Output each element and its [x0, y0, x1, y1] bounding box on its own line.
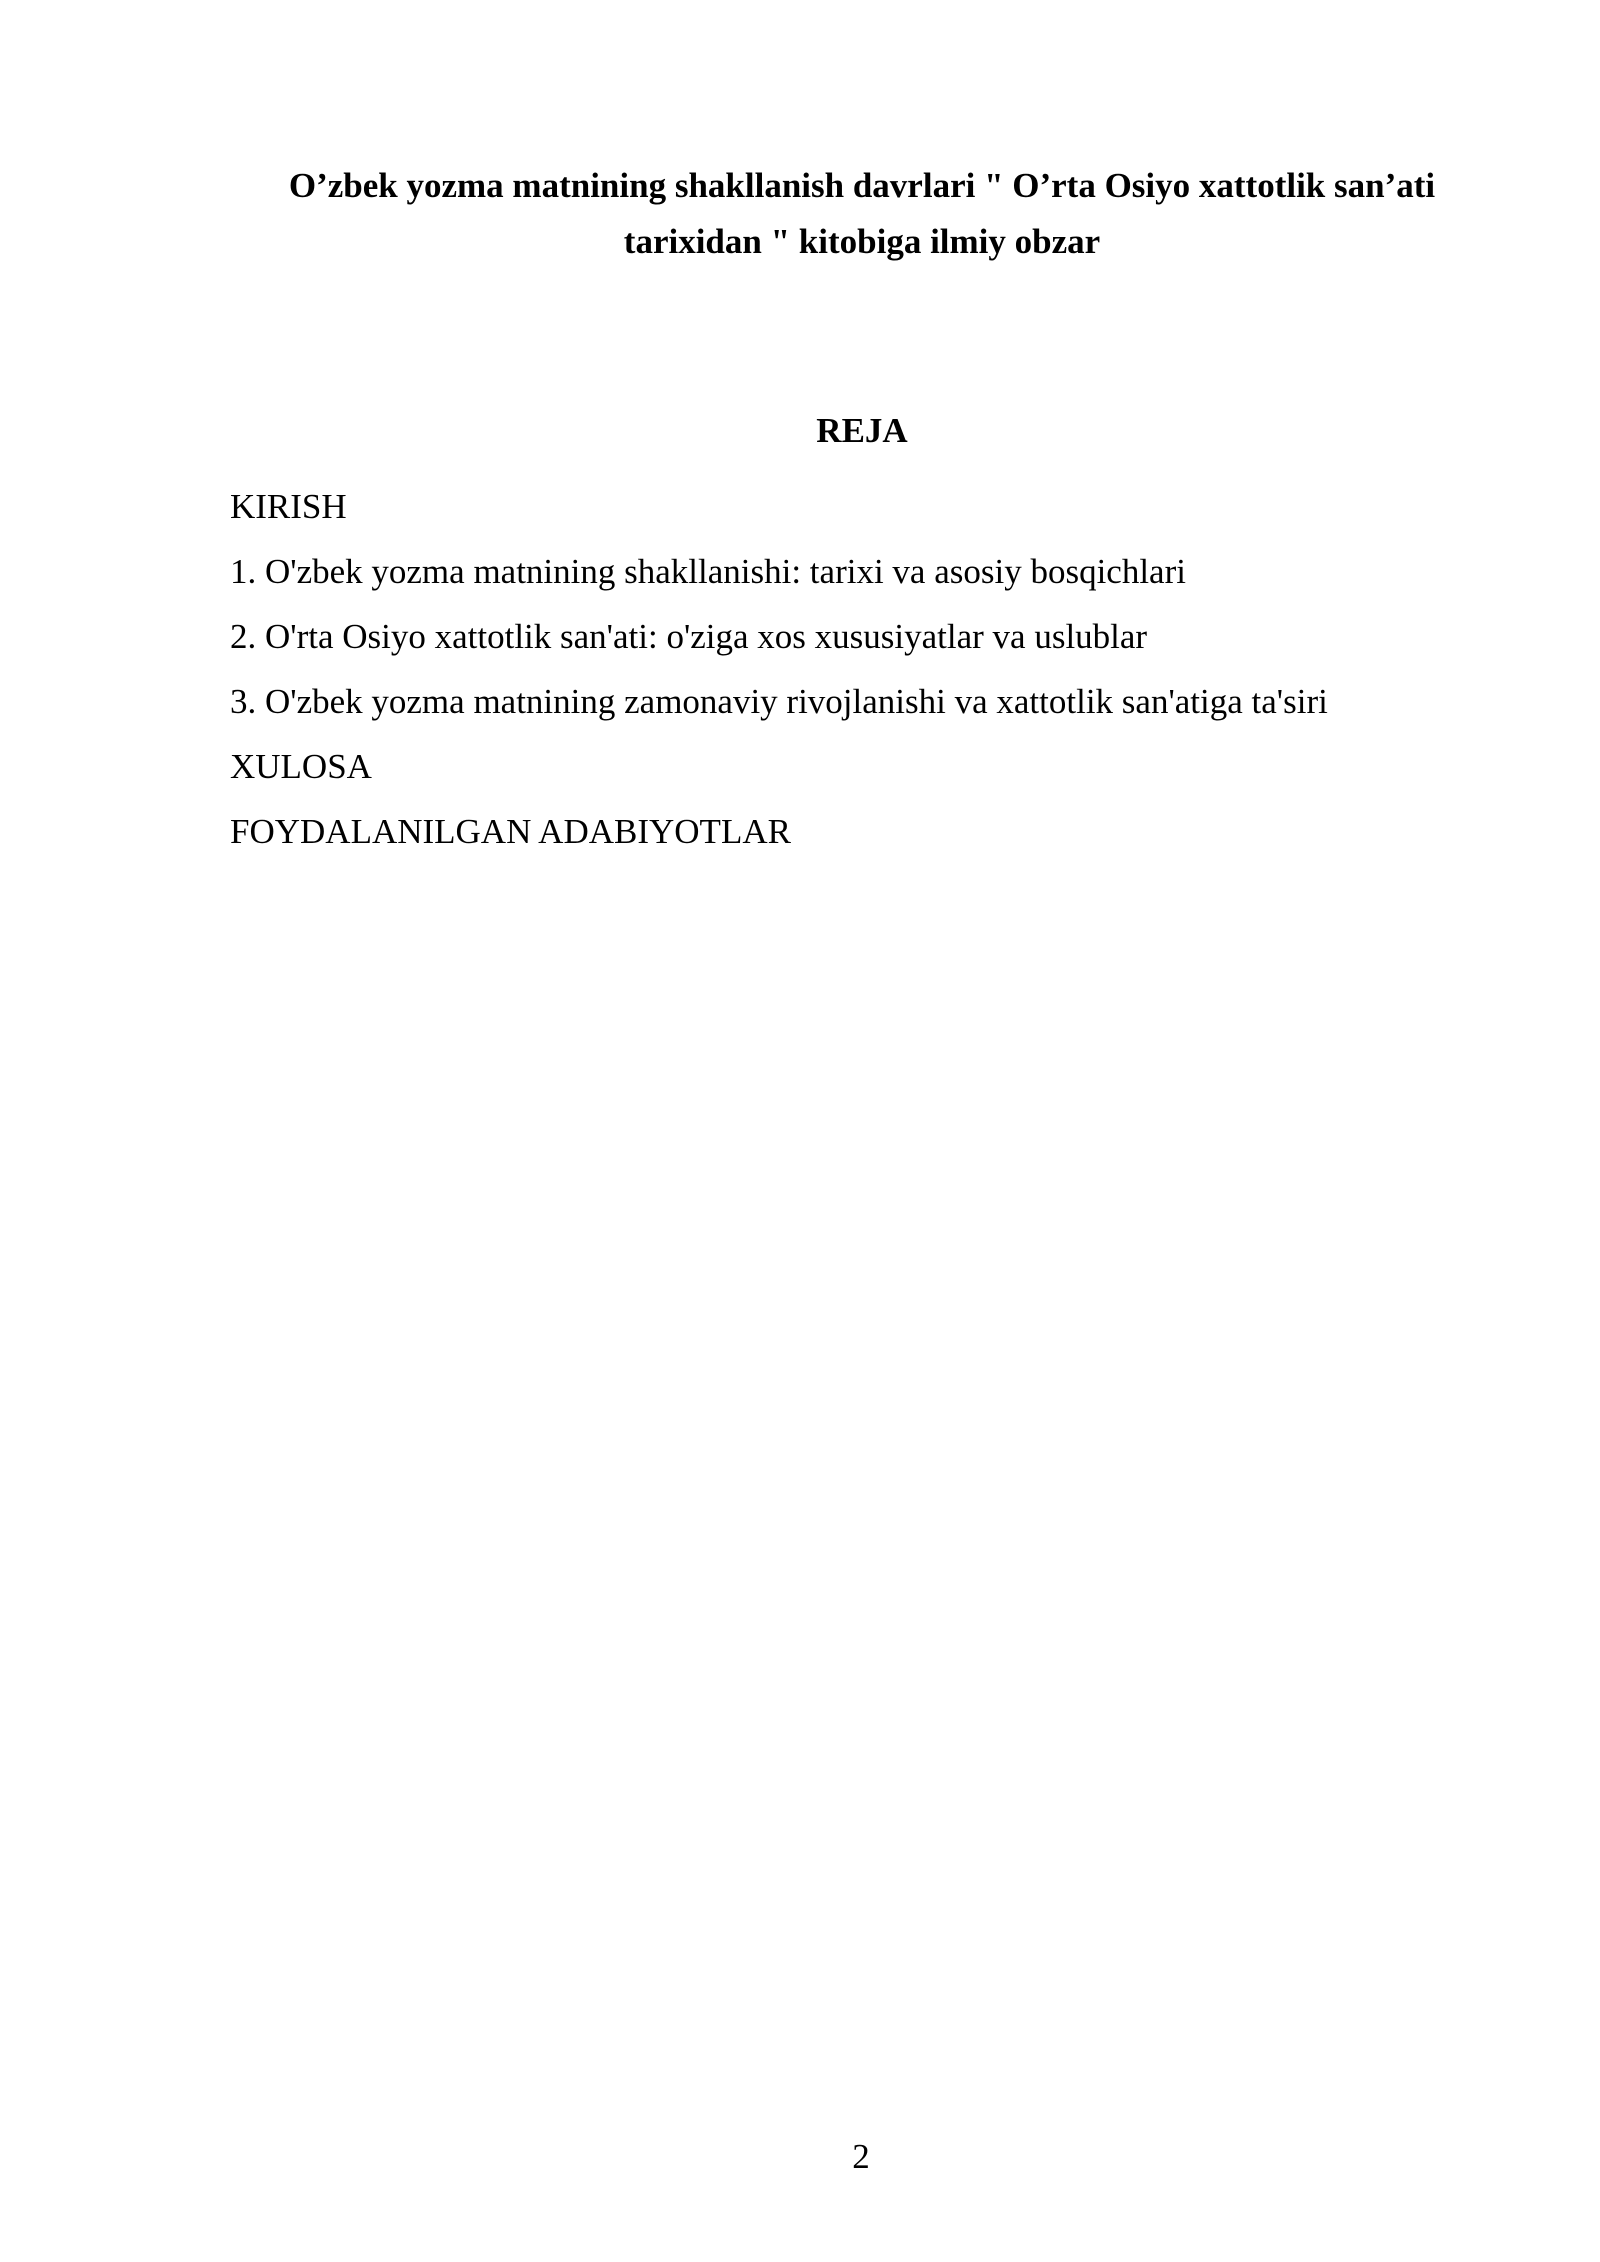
plan-item-references: FOYDALANILGAN ADABIYOTLAR [230, 812, 791, 851]
plan-heading: REJA [816, 411, 908, 450]
plan-item-3: 3. O'zbek yozma matnining zamonaviy rivojlanishi va xattotlik san'atiga ta'siri [230, 682, 1328, 721]
plan-item-conclusion: XULOSA [230, 747, 372, 786]
document-title [230, 158, 1494, 270]
plan-item-2: 2. O'rta Osiyo xattotlik san'ati: o'ziga xos xususiyatlar va uslublar [230, 617, 1148, 656]
page-number: 2 [852, 2137, 870, 2176]
document-title-line: O’zbek yozma matnining shakllanish davrlari " O’rta Osiyo xattotlik san’ati [288, 166, 1436, 205]
plan-list [230, 474, 1494, 864]
document-title-line: tarixidan " kitobiga ilmiy obzar [623, 222, 1101, 261]
plan-item-introduction: KIRISH [230, 487, 347, 526]
plan-item-1: 1. O'zbek yozma matnining shakllanishi: tarixi va asosiy bosqichlari [230, 552, 1186, 591]
